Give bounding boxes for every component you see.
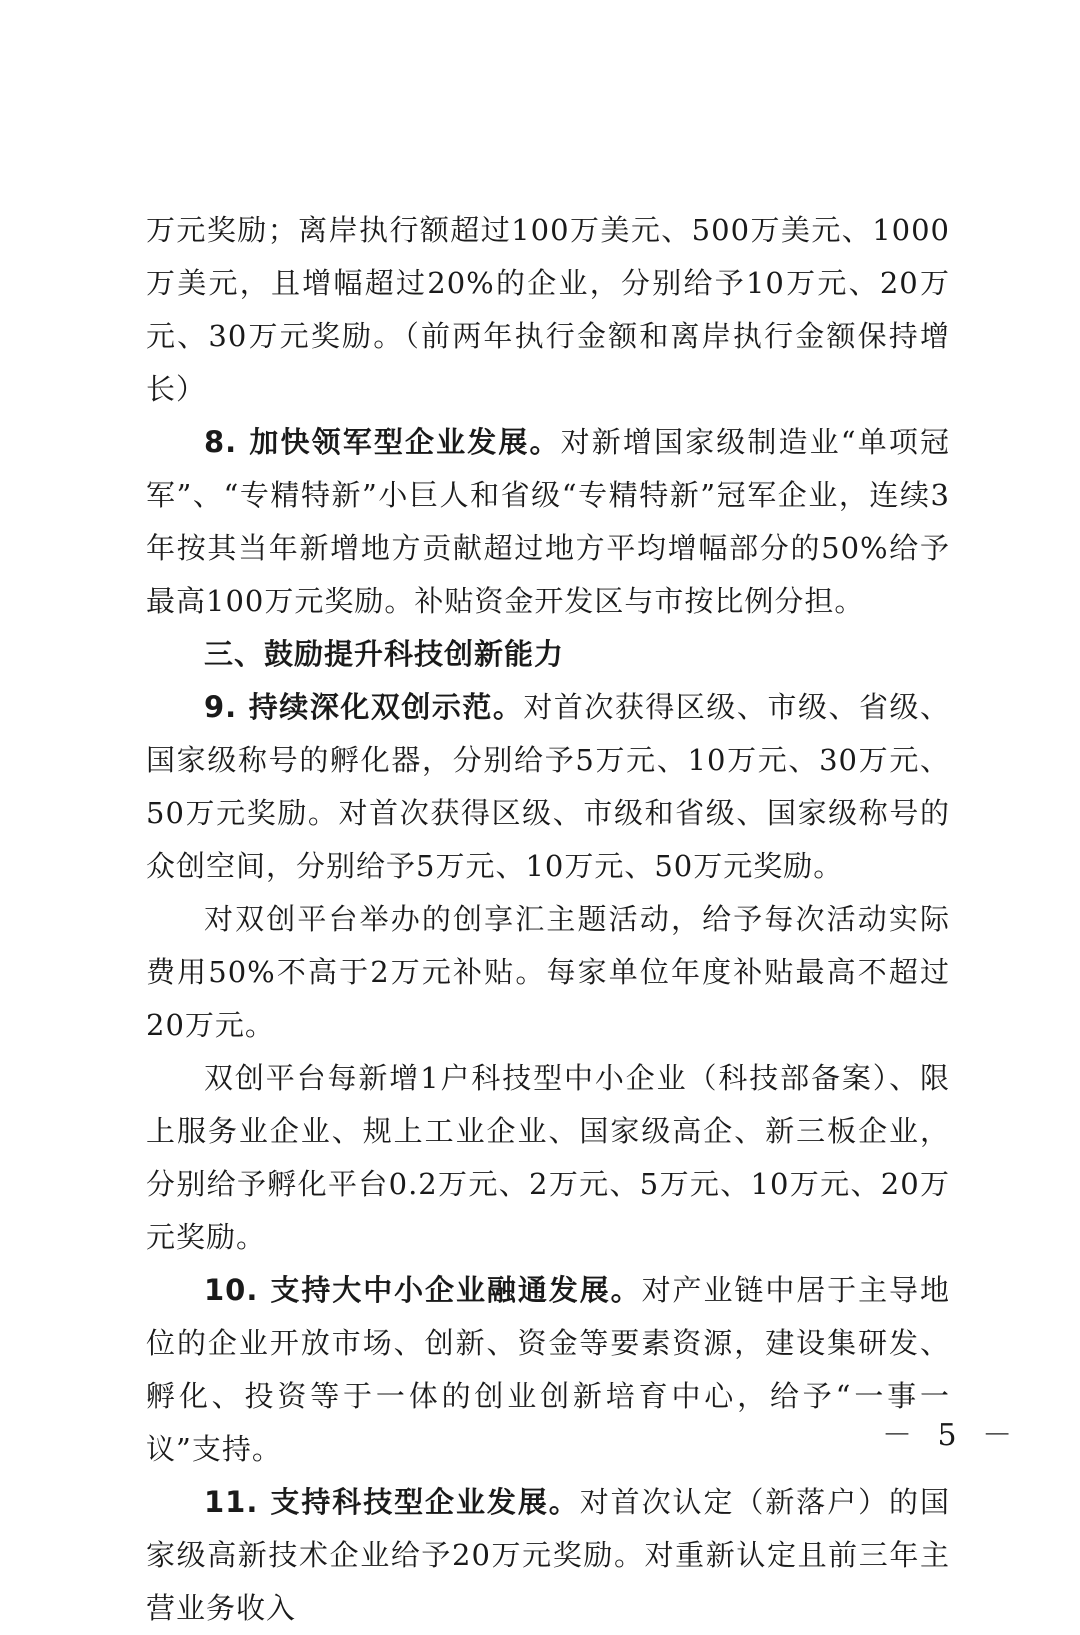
paragraph-text: 对双创平台举办的创享汇主题活动，给予每次活动实际费用50%不高于2万元补贴。每家单位年度补贴最高不超过20万元。 <box>146 902 950 1042</box>
paragraph-lead: 11. 支持科技型企业发展。 <box>204 1485 580 1519</box>
paragraph-item-10 <box>146 1264 950 1476</box>
paragraph-lead: 9. 持续深化双创示范。 <box>204 690 524 724</box>
paragraph-lead: 8. 加快领军型企业发展。 <box>204 425 561 459</box>
paragraph-text: 万元奖励；离岸执行额超过100万美元、500万美元、1000万美元，且增幅超过20%的企业，分别给予10万元、20万元、30万元奖励。（前两年执行金额和离岸执行金额保持增长） <box>146 213 950 406</box>
paragraph-continuation <box>146 204 950 416</box>
paragraph-text: 对新增国家级制造业“单项冠军”、“专精特新”小巨人和省级“专精特新”冠军企业，连续3年按其当年新增地方贡献超过地方平均增幅部分的50%给予最高100万元奖励。补贴资金开发区与市按比例分担。 <box>146 425 950 618</box>
paragraph-item-9 <box>146 681 950 893</box>
paragraph-platform-reward <box>146 1052 950 1264</box>
section-heading: 三、鼓励提升科技创新能力 <box>204 637 565 671</box>
page-number: － 5 － <box>882 1418 1021 1453</box>
paragraph-lead: 10. 支持大中小企业融通发展。 <box>204 1273 642 1307</box>
document-body <box>146 204 950 1635</box>
paragraph-item-8 <box>146 416 950 628</box>
paragraph-activity-subsidy <box>146 893 950 1052</box>
paragraph-text: 双创平台每新增1户科技型中小企业（科技部备案）、限上服务业企业、规上工业企业、国家级高企、新三板企业，分别给予孵化平台0.2万元、2万元、5万元、10万元、20万元奖励。 <box>146 1061 950 1254</box>
paragraph-text: 对产业链中居于主导地位的企业开放市场、创新、资金等要素资源，建设集研发、孵化、投资等于一体的创业创新培育中心，给予“一事一议”支持。 <box>146 1273 950 1466</box>
paragraph-text: 对首次认定（新落户）的国家级高新技术企业给予20万元奖励。对重新认定且前三年主营业务收入 <box>146 1485 950 1625</box>
paragraph-item-11 <box>146 1476 950 1635</box>
paragraph-text: 对首次获得区级、市级、省级、国家级称号的孵化器，分别给予5万元、10万元、30万元、50万元奖励。对首次获得区级、市级和省级、国家级称号的众创空间，分别给予5万元、10万元、50万元奖励。 <box>146 690 950 883</box>
